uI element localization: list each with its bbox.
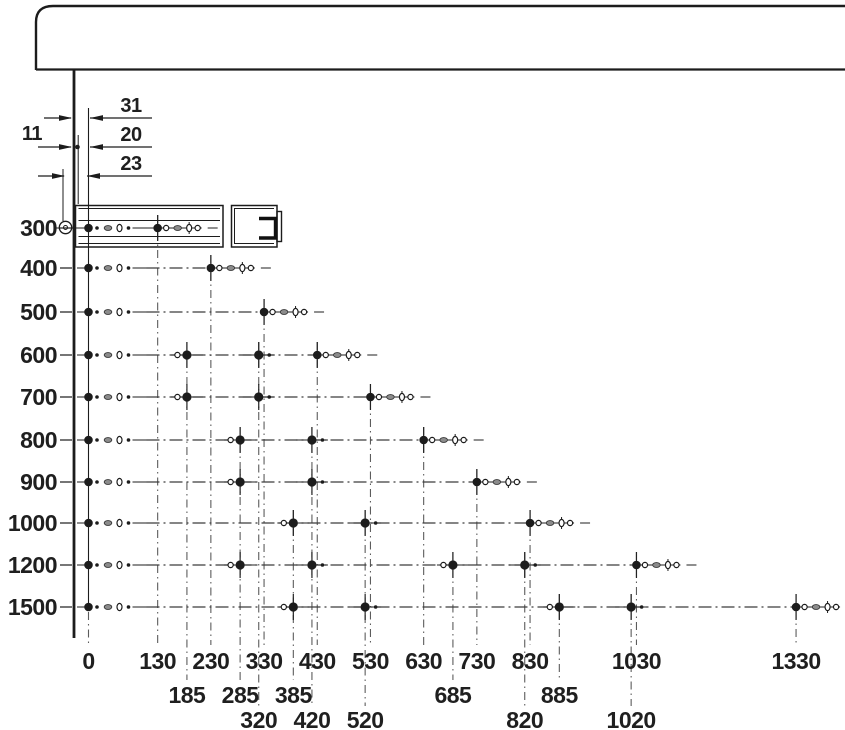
cabinet-top-panel [36, 6, 845, 70]
hole-dot [632, 561, 641, 570]
slot-oval-outline [117, 519, 122, 526]
hole-dot [254, 392, 263, 401]
hole-dot [84, 393, 93, 402]
slot-oval-outline [399, 393, 404, 400]
slot-oval [174, 226, 182, 231]
arrowhead-left [90, 115, 103, 121]
small-hole-circle [355, 352, 360, 357]
slot-oval-outline [117, 264, 122, 271]
hole-dot [84, 224, 93, 233]
slide-rear-bracket [259, 219, 276, 239]
slot-oval-outline [117, 224, 122, 231]
axis-label-285: 285 [221, 682, 259, 708]
row-label-400: 400 [20, 255, 57, 281]
small-hole-dot [95, 266, 99, 270]
small-hole-dot [321, 563, 325, 567]
axis-label-420: 420 [293, 707, 331, 730]
hole-dot [84, 264, 93, 273]
small-hole-dot [127, 438, 131, 442]
slot-oval [104, 521, 112, 526]
small-hole-dot [374, 605, 378, 609]
row-label-600: 600 [20, 342, 57, 368]
hole-dot [289, 602, 298, 611]
small-hole-dot [321, 480, 325, 484]
axis-label-1330: 1330 [771, 648, 821, 674]
small-hole-circle [536, 520, 541, 525]
hole-dot [307, 477, 316, 486]
small-hole-dot [127, 226, 131, 230]
small-hole-circle [195, 225, 200, 230]
small-hole-circle [281, 520, 286, 525]
hole-dot [313, 351, 322, 360]
small-hole-circle [430, 437, 435, 442]
hole-dot [307, 435, 316, 444]
small-hole-circle [270, 309, 275, 314]
small-hole-dot [95, 395, 99, 399]
small-hole-dot [95, 353, 99, 357]
hole-dot [84, 308, 93, 317]
hole-dot [361, 518, 370, 527]
hole-dot [236, 560, 245, 569]
dim-label-31: 31 [120, 95, 142, 117]
slot-oval-outline [346, 351, 351, 358]
small-hole-dot [127, 353, 131, 357]
slide-rear-tab [277, 212, 282, 242]
hole-dot [153, 224, 162, 233]
slot-oval [546, 521, 554, 526]
small-hole-circle [301, 309, 306, 314]
axis-label-830: 830 [511, 648, 549, 674]
hole-dot [84, 603, 93, 612]
hole-dot [520, 560, 529, 569]
small-hole-dot [374, 521, 378, 525]
slot-oval [104, 310, 112, 315]
axis-label-320: 320 [240, 707, 278, 730]
small-hole-circle [514, 479, 519, 484]
slot-oval [104, 438, 112, 443]
axis-label-530: 530 [352, 648, 389, 674]
arrowhead-right [59, 144, 72, 150]
small-hole-circle [175, 352, 180, 357]
small-hole-dot [95, 226, 99, 230]
row-label-500: 500 [20, 299, 57, 325]
axis-label-820: 820 [506, 707, 544, 730]
hole-dot [627, 602, 636, 611]
axis-label-330: 330 [245, 648, 283, 674]
axis-label-185: 185 [168, 682, 206, 708]
small-hole-circle [441, 562, 446, 567]
hole-dot [254, 350, 263, 359]
hole-dot [207, 264, 216, 273]
hole-dot [182, 392, 191, 401]
small-hole-circle [175, 394, 180, 399]
small-hole-circle [461, 437, 466, 442]
axis-label-520: 520 [346, 707, 384, 730]
row-label-1000: 1000 [7, 510, 57, 536]
hole-dot [419, 436, 428, 445]
hole-dot [84, 478, 93, 487]
arrowhead-right [59, 115, 72, 121]
axis-label-0: 0 [82, 648, 95, 674]
small-hole-circle [642, 562, 647, 567]
axis-label-885: 885 [540, 682, 578, 708]
slot-oval [333, 353, 341, 358]
slot-oval-outline [117, 351, 122, 358]
arrowhead-left [90, 144, 103, 150]
small-hole-dot [127, 480, 131, 484]
small-hole-dot [95, 438, 99, 442]
small-hole-circle [376, 394, 381, 399]
small-hole-dot [321, 438, 325, 442]
slot-oval-outline [559, 519, 564, 526]
slot-oval-outline [240, 264, 245, 271]
axis-label-230: 230 [192, 648, 230, 674]
small-hole-dot [95, 605, 99, 609]
small-hole-dot [127, 395, 131, 399]
row-label-700: 700 [20, 384, 57, 410]
slot-oval [387, 395, 395, 400]
small-hole-circle [547, 604, 552, 609]
small-hole-dot [95, 480, 99, 484]
small-hole-circle [228, 562, 233, 567]
small-hole-circle [802, 604, 807, 609]
small-hole-dot [127, 266, 131, 270]
hole-dot [361, 602, 370, 611]
axis-label-430: 430 [298, 648, 336, 674]
small-hole-circle [281, 604, 286, 609]
small-hole-circle [674, 562, 679, 567]
hole-dot [84, 351, 93, 360]
hole-dot [366, 393, 375, 402]
hole-dot [307, 560, 316, 569]
slot-oval [440, 438, 448, 443]
hole-dot [84, 519, 93, 528]
hole-dot [236, 477, 245, 486]
small-hole-circle [248, 265, 253, 270]
row-label-1200: 1200 [7, 552, 57, 578]
slot-oval-outline [117, 478, 122, 485]
small-hole-circle [228, 479, 233, 484]
small-hole-dot [127, 521, 131, 525]
hole-dot [182, 350, 191, 359]
small-hole-circle [567, 520, 572, 525]
slot-oval-outline [506, 478, 511, 485]
slot-oval [493, 480, 501, 485]
small-hole-circle [323, 352, 328, 357]
slide-outer-member [76, 206, 224, 248]
hole-dot [792, 603, 801, 612]
small-hole-dot [640, 605, 644, 609]
axis-label-130: 130 [139, 648, 177, 674]
slot-oval [104, 226, 112, 231]
hole-dot [526, 519, 535, 528]
axis-label-385: 385 [274, 682, 312, 708]
slot-oval [104, 605, 112, 610]
slot-oval [227, 266, 235, 271]
hole-dot [448, 560, 457, 569]
small-hole-circle [833, 604, 838, 609]
small-hole-dot [95, 310, 99, 314]
slot-oval [812, 605, 820, 610]
slot-oval [104, 480, 112, 485]
dim-reference-dot [75, 145, 80, 150]
row-label-900: 900 [20, 469, 57, 495]
row-label-300: 300 [20, 215, 57, 241]
small-hole-dot [127, 310, 131, 314]
small-hole-dot [127, 605, 131, 609]
slot-oval [104, 266, 112, 271]
hole-dot [555, 602, 564, 611]
dim-label-11: 11 [21, 123, 42, 145]
slot-oval [104, 353, 112, 358]
slot-oval-outline [117, 603, 122, 610]
slot-oval-outline [293, 308, 298, 315]
hole-dot [84, 436, 93, 445]
hole-dot [84, 561, 93, 570]
small-hole-dot [95, 521, 99, 525]
axis-label-685: 685 [434, 682, 472, 708]
row-label-1500: 1500 [7, 594, 57, 620]
small-hole-circle [164, 225, 169, 230]
slot-oval [104, 563, 112, 568]
slot-oval-outline [117, 308, 122, 315]
small-hole-circle [408, 394, 413, 399]
slot-oval [653, 563, 661, 568]
hole-dot [289, 518, 298, 527]
small-hole-dot [127, 563, 131, 567]
slot-oval-outline [665, 561, 670, 568]
row-label-800: 800 [20, 427, 57, 453]
slot-oval-outline [117, 393, 122, 400]
slot-oval [280, 310, 288, 315]
small-hole-dot [267, 395, 271, 399]
small-hole-dot [533, 563, 537, 567]
slot-oval-outline [825, 603, 830, 610]
slide-rear-member [232, 206, 278, 248]
dim-label-20: 20 [120, 124, 142, 146]
slot-oval-outline [117, 436, 122, 443]
small-hole-dot [95, 563, 99, 567]
axis-label-730: 730 [458, 648, 496, 674]
slot-oval-outline [453, 436, 458, 443]
slot-oval-outline [117, 561, 122, 568]
dim-label-23: 23 [120, 153, 142, 175]
small-hole-dot [267, 353, 271, 357]
hole-dot [473, 478, 482, 487]
axis-label-1030: 1030 [611, 648, 662, 674]
axis-label-1020: 1020 [606, 707, 656, 730]
axis-label-630: 630 [405, 648, 443, 674]
slot-oval-outline [187, 224, 192, 231]
small-hole-circle [228, 437, 233, 442]
small-hole-circle [483, 479, 488, 484]
hole-dot [260, 308, 269, 317]
slot-oval [104, 395, 112, 400]
hole-dot [236, 435, 245, 444]
small-hole-circle [217, 265, 222, 270]
